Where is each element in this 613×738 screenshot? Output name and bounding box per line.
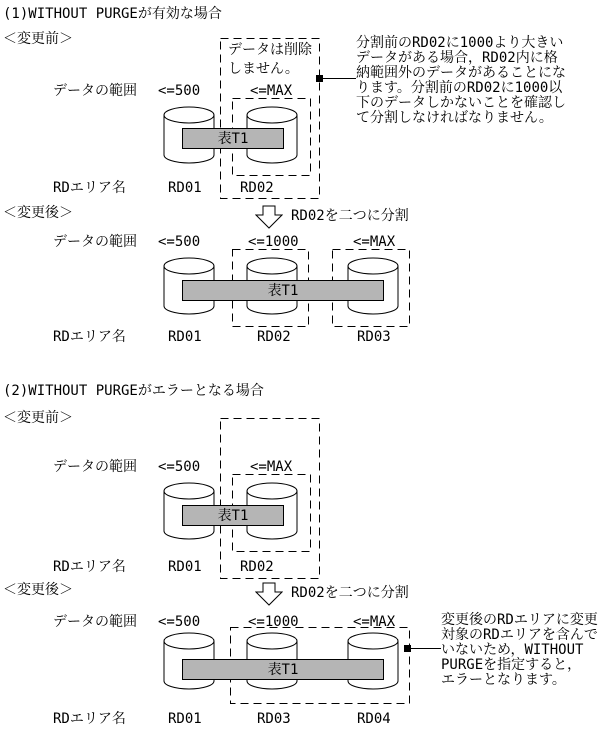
- table-t1-bar: [182, 128, 284, 149]
- section2-before-range-0: <=500: [158, 459, 201, 475]
- section1-before-area-0: RD01: [168, 180, 202, 196]
- section2-connector-line: [411, 648, 441, 649]
- section1-note-line2: しません。: [228, 61, 299, 77]
- section2-before-area-1: RD02: [240, 559, 274, 575]
- section2-before-area-label: RDエリア名: [53, 559, 126, 575]
- section2-after-area-label: RDエリア名: [53, 711, 126, 727]
- section1-before-range-0: <=500: [158, 83, 201, 99]
- section1-after-range-label: データの範囲: [53, 234, 137, 250]
- section2-after-range-2: <=MAX: [353, 614, 396, 630]
- annotation-line: エラーとなります。: [441, 672, 566, 688]
- section2-split-label: RD02を二つに分割: [291, 585, 409, 601]
- section2-title: (2)WITHOUT PURGEがエラーとなる場合: [3, 383, 264, 399]
- annotation-line: 変更後のRDエリアに変更: [441, 612, 598, 628]
- section1-after-range-2: <=MAX: [353, 234, 396, 250]
- section1-annotation: [356, 36, 566, 126]
- section1-split-label: RD02を二つに分割: [291, 208, 409, 224]
- annotation-line: て分割しなければなりません。: [356, 110, 553, 126]
- section2-connector-node: [404, 645, 411, 652]
- section1-after-area-2: RD03: [357, 329, 391, 345]
- table-t1-bar: [182, 280, 384, 301]
- section1-after-area-label: RDエリア名: [53, 329, 126, 345]
- section2-after-heading: ＜変更後＞: [3, 582, 73, 598]
- section1-before-area-label: RDエリア名: [53, 180, 126, 196]
- section2-after-range-1: <=1000: [248, 614, 299, 630]
- section1-before-area-1: RD02: [240, 180, 274, 196]
- section1-before-heading: ＜変更前＞: [3, 31, 73, 47]
- section2-before-range-label: データの範囲: [53, 459, 137, 475]
- table-t1-label: 表T1: [217, 507, 249, 524]
- section2-after-range-label: データの範囲: [53, 614, 137, 630]
- annotation-line: 下のデータしかないことを確認し: [356, 95, 566, 111]
- section2-annotation: [441, 613, 598, 688]
- section2-after-area-0: RD01: [168, 711, 202, 727]
- annotation-line: 納範囲外のデータがあることにな: [356, 65, 566, 81]
- annotation-line: ります。分割前のRD02に1000以: [356, 80, 563, 96]
- split-down-arrow-icon: [255, 205, 283, 229]
- section1-after-area-1: RD02: [257, 329, 291, 345]
- section1-before-range-1: <=MAX: [250, 83, 293, 99]
- section2-before-range-1: <=MAX: [250, 459, 293, 475]
- section2-after-area-2: RD04: [357, 711, 391, 727]
- table-t1-bar: [182, 659, 384, 680]
- section1-after-area-0: RD01: [168, 329, 202, 345]
- table-t1-label: 表T1: [267, 282, 299, 299]
- annotation-line: 分割前のRD02に1000より大きい: [356, 35, 564, 51]
- section2-before-area-0: RD01: [168, 559, 202, 575]
- section1-connector-node: [316, 75, 323, 82]
- annotation-line: いないため，WITHOUT: [441, 642, 584, 658]
- section1-note-line1: データは削除: [228, 42, 312, 58]
- annotation-line: 対象のRDエリアを含んで: [441, 627, 598, 643]
- section2-before-heading: ＜変更前＞: [3, 410, 73, 426]
- split-down-arrow-icon: [255, 582, 283, 606]
- annotation-line: PURGEを指定すると，: [441, 657, 582, 673]
- table-t1-bar: [182, 505, 284, 526]
- section2-after-area-1: RD03: [257, 711, 291, 727]
- section1-before-range-label: データの範囲: [53, 83, 137, 99]
- table-t1-label: 表T1: [217, 130, 249, 147]
- table-t1-label: 表T1: [267, 661, 299, 678]
- section1-after-range-1: <=1000: [248, 234, 299, 250]
- section1-after-range-0: <=500: [158, 234, 201, 250]
- section1-title: (1)WITHOUT PURGEが有効な場合: [3, 6, 222, 22]
- annotation-line: データがある場合，RD02内に格: [356, 50, 558, 66]
- section2-after-range-0: <=500: [158, 614, 201, 630]
- section1-after-heading: ＜変更後＞: [3, 205, 73, 221]
- section1-connector-line: [323, 78, 356, 79]
